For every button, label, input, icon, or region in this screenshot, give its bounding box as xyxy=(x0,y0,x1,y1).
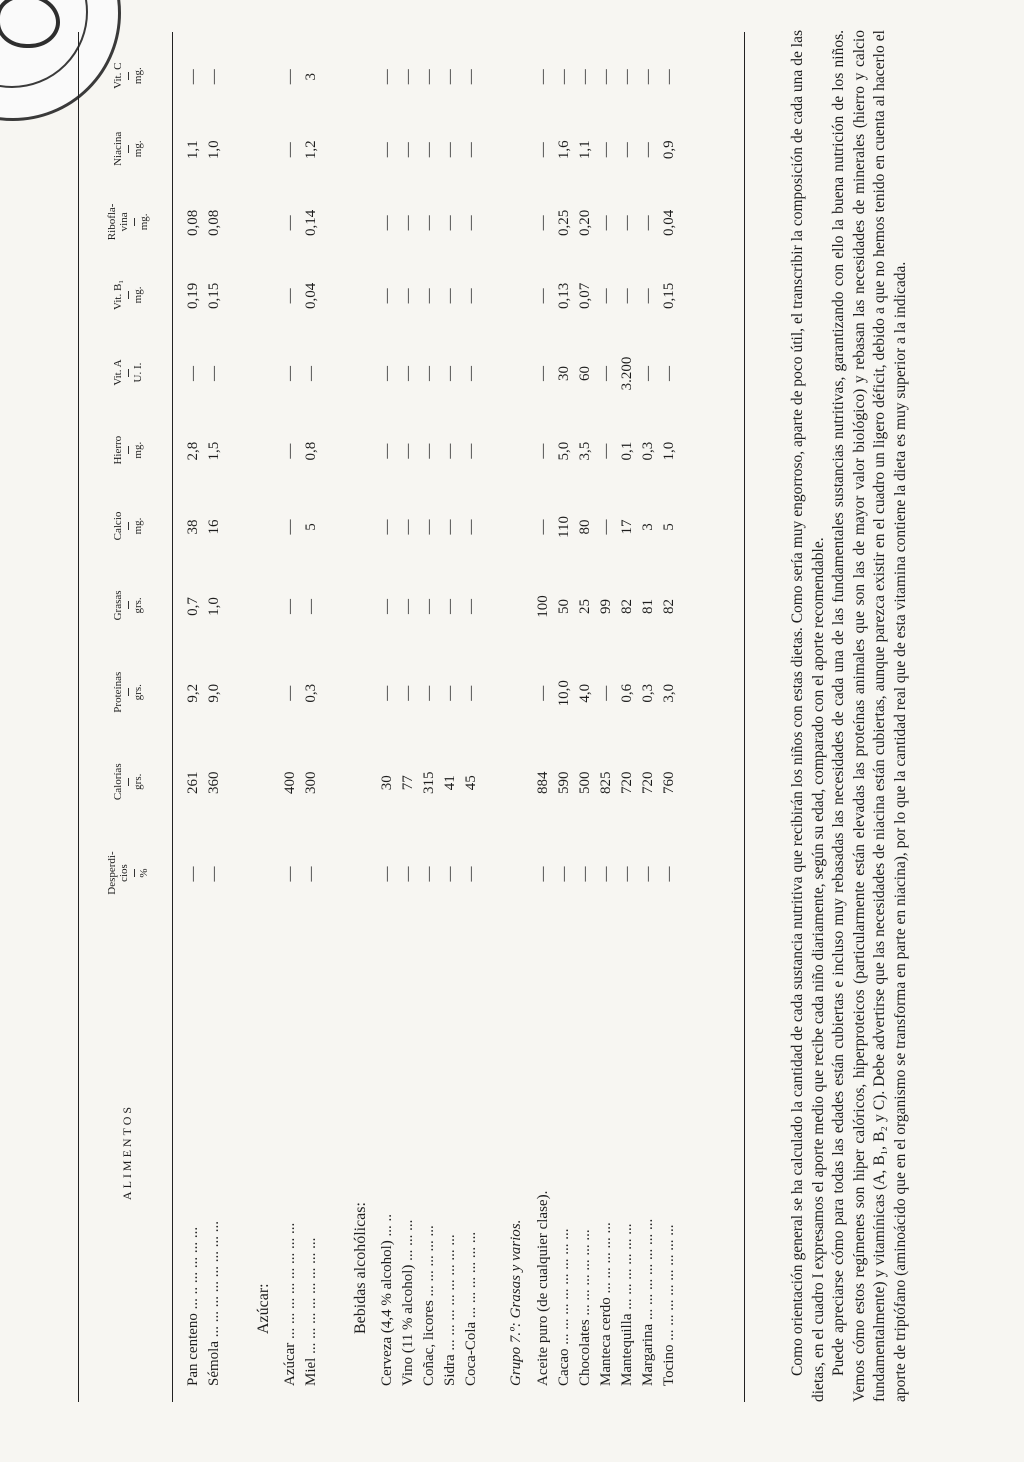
cell-grasas: — xyxy=(421,598,437,614)
table-row xyxy=(204,22,225,1462)
cell-calorias: 45 xyxy=(463,775,479,791)
cell-desperdicios: — xyxy=(379,866,395,882)
section-heading-row xyxy=(253,22,274,1462)
header-text: mg. xyxy=(131,441,144,459)
cell-vit-a: — xyxy=(206,366,222,382)
cell-vit-a: — xyxy=(282,366,298,382)
header-text: Hierro xyxy=(112,435,125,465)
cell-calorias: 300 xyxy=(303,771,319,794)
table-row xyxy=(301,22,322,1462)
cell-proteinas: 0,3 xyxy=(640,683,656,703)
table-row xyxy=(596,22,617,1462)
cell-desperdicios: — xyxy=(640,866,656,882)
cell-proteinas: — xyxy=(379,685,395,701)
cell-calcio: 16 xyxy=(206,519,222,535)
cell-vit-b1: — xyxy=(463,288,479,304)
header-text: Desperdi- xyxy=(106,851,119,895)
header-text: Ribofla- xyxy=(106,203,119,241)
cell-niacina: 1,0 xyxy=(206,140,222,160)
cell-hierro: — xyxy=(442,443,458,459)
cell-vit-c: — xyxy=(379,69,395,85)
paragraph-1: Como orientación general se ha calculado la cantidad de cada sustancia nutritiva que recibirán los niños con estas dietas. Como sería muy engorroso, aparte de poco útil, el transcribir la composición de cada una de las dietas, en el cuadro I expresamos el aporte medio que recibe cada niño diariamente, según su edad, comparado con el aporte recomendable. xyxy=(789,30,827,1402)
cell-riboflavina: 0,20 xyxy=(577,209,593,236)
section-heading: Azúcar: xyxy=(255,1283,272,1334)
cell-hierro: 1,0 xyxy=(661,441,677,461)
cell-grasas: 0,7 xyxy=(185,597,201,616)
cell-grasas: 82 xyxy=(619,598,635,614)
paragraph-2: Puede apreciarse cómo para todas las edades están cubiertas e incluso muy rebasadas las necesidades de cada una de las fundamentales sustancias nutritivas, garantizando con ello la buena nutrición de los niños. Vemos cómo estos regímenes son hiper calóricos, hiperproteicos (particularmente están elevadas las proteínas animales que son las de mayor valor biológico) y rebasan las necesidades de minerales (hierro y calcio fundamentalmente) y vitamínicas (A, B₁, B₂ y C). Debe advertirse que las necesidades de niacina están cubiertas, aunque parezca existir en el cuadro un ligero déficit, debido a que no hemos tenido en cuenta al hacerlo el aporte de triptófano (aminoácido que en el organismo se transforma en parte en niacina), por lo que la cantidad real que de esta vitamina contiene la dieta es muy superior a la indicada. xyxy=(830,30,909,1402)
cell-calorias: 360 xyxy=(206,771,222,794)
header-dash xyxy=(134,869,135,877)
header-vit-b1 xyxy=(85,253,171,337)
cell-niacina: — xyxy=(379,142,395,158)
cell-hierro: — xyxy=(400,443,416,459)
cell-vit-a: — xyxy=(598,366,614,382)
cell-vit-c: — xyxy=(185,69,201,85)
food-name: Sidra ... ... ... ... ... ... ... ... xyxy=(442,1234,458,1386)
cell-calcio: — xyxy=(598,519,614,535)
cell-grasas: — xyxy=(400,598,416,614)
cell-calcio: — xyxy=(463,519,479,535)
cell-vit-c: — xyxy=(206,69,222,85)
header-vit-a xyxy=(85,331,171,415)
cell-calorias: 760 xyxy=(661,771,677,794)
header-text: mg. xyxy=(131,286,144,304)
header-dash xyxy=(128,446,129,454)
cell-vit-b1: 0,13 xyxy=(556,282,572,310)
cell-desperdicios: — xyxy=(577,866,593,882)
header-text: cios xyxy=(118,864,131,882)
header-dash xyxy=(128,778,129,786)
cell-riboflavina: — xyxy=(421,215,437,231)
cell-vit-b1: — xyxy=(535,288,551,304)
section-heading: Grupo 7.º: Grasas y varios. xyxy=(508,1219,524,1386)
header-dash xyxy=(128,601,129,609)
header-desperdicios xyxy=(85,831,171,915)
cell-calcio: 80 xyxy=(577,519,593,535)
cell-calorias: 500 xyxy=(577,771,593,794)
table-row xyxy=(419,22,440,1462)
cell-niacina: 1,1 xyxy=(185,140,201,160)
cell-proteinas: 3,0 xyxy=(661,683,677,703)
header-text: Vit. A xyxy=(112,359,125,386)
cell-calcio: — xyxy=(442,519,458,535)
cell-desperdicios: — xyxy=(535,866,551,882)
cell-proteinas: — xyxy=(442,685,458,701)
food-name: Chocolates ... ... ... ... ... ... xyxy=(577,1229,593,1386)
cell-proteinas: 0,6 xyxy=(619,683,635,703)
cell-vit-a: — xyxy=(303,366,319,382)
header-niacina xyxy=(85,107,171,191)
cell-vit-b1: — xyxy=(640,288,656,304)
cell-hierro: 1,5 xyxy=(206,441,222,461)
header-text: mg. xyxy=(131,517,144,535)
header-text: grs. xyxy=(131,773,144,790)
cell-grasas: 99 xyxy=(598,598,614,614)
cell-vit-b1: — xyxy=(421,288,437,304)
cell-calcio: 3 xyxy=(640,523,656,531)
cell-calorias: 400 xyxy=(282,771,298,794)
cell-niacina: — xyxy=(442,142,458,158)
cell-calorias: 884 xyxy=(535,771,551,794)
cell-calcio: 17 xyxy=(619,519,635,535)
cell-niacina: 1,6 xyxy=(556,140,572,160)
header-text: Vit. B₁ xyxy=(112,279,125,310)
cell-grasas: 100 xyxy=(535,595,551,618)
header-alimentos: ALIMENTOS xyxy=(120,1103,135,1201)
cell-hierro: — xyxy=(379,443,395,459)
section-heading-row xyxy=(506,22,527,1462)
cell-niacina: — xyxy=(640,142,656,158)
cell-desperdicios: — xyxy=(463,866,479,882)
cell-hierro: 2,8 xyxy=(185,441,201,461)
cell-hierro: 0,8 xyxy=(303,441,319,461)
cell-calcio: — xyxy=(379,519,395,535)
cell-niacina: — xyxy=(282,142,298,158)
cell-grasas: 82 xyxy=(661,598,677,614)
cell-calorias: 720 xyxy=(619,771,635,794)
cell-proteinas: — xyxy=(400,685,416,701)
cell-desperdicios: — xyxy=(661,866,677,882)
cell-grasas: 50 xyxy=(556,598,572,614)
cell-vit-c: — xyxy=(619,69,635,85)
header-text: vina xyxy=(118,212,131,232)
cell-niacina: — xyxy=(421,142,437,158)
food-name: Vino (11 % alcohol) ... ... ... xyxy=(400,1219,416,1386)
table-row xyxy=(617,22,638,1462)
header-calorias xyxy=(85,740,171,824)
cell-niacina: 1,1 xyxy=(577,140,593,160)
cell-proteinas: 10,0 xyxy=(556,680,572,707)
cell-riboflavina: — xyxy=(535,215,551,231)
cell-vit-b1: — xyxy=(379,288,395,304)
header-text: U. I. xyxy=(131,362,144,383)
cell-desperdicios: — xyxy=(619,866,635,882)
food-name: Coñac, licores ... ... ... ... ... xyxy=(421,1225,437,1386)
cell-calcio: — xyxy=(400,519,416,535)
header-dash xyxy=(128,145,129,153)
cell-hierro: 0,1 xyxy=(619,441,635,461)
cell-desperdicios: — xyxy=(598,866,614,882)
section-heading: Bebidas alcohólicas: xyxy=(352,1202,369,1334)
header-text: mg. xyxy=(137,213,150,231)
cell-vit-b1: — xyxy=(282,288,298,304)
header-text: Calorías xyxy=(112,763,125,801)
header-text: Calcio xyxy=(112,511,125,541)
cell-niacina: 0,9 xyxy=(661,140,677,160)
header-dash xyxy=(128,291,129,299)
table-row xyxy=(659,22,680,1462)
cell-vit-c: — xyxy=(535,69,551,85)
table-bottom-rule xyxy=(744,32,745,1402)
header-text: Proteínas xyxy=(112,671,125,713)
food-name: Tocino ... ... ... ... ... ... ... ... xyxy=(661,1224,677,1386)
cell-desperdicios: — xyxy=(400,866,416,882)
cell-proteinas: — xyxy=(463,685,479,701)
section-heading-row xyxy=(350,22,371,1462)
cell-vit-b1: — xyxy=(442,288,458,304)
cell-calcio: 110 xyxy=(556,516,572,538)
header-riboflavina xyxy=(85,180,171,264)
cell-proteinas: 9,0 xyxy=(206,683,222,703)
cell-vit-a: — xyxy=(640,366,656,382)
cell-proteinas: 9,2 xyxy=(185,683,201,703)
header-text: mg. xyxy=(131,140,144,158)
header-text: mg. xyxy=(131,67,144,85)
table-row xyxy=(533,22,554,1462)
cell-vit-c: — xyxy=(598,69,614,85)
cell-riboflavina: — xyxy=(282,215,298,231)
cell-calorias: 77 xyxy=(400,775,416,791)
header-proteinas xyxy=(85,650,171,734)
cell-riboflavina: — xyxy=(640,215,656,231)
food-name: Margarina ... ... ... ... ... ... ... xyxy=(640,1218,656,1386)
cell-vit-a: — xyxy=(421,366,437,382)
cell-calorias: 261 xyxy=(185,771,201,794)
header-dash xyxy=(128,688,129,696)
cell-vit-b1: — xyxy=(619,288,635,304)
table-row xyxy=(440,22,461,1462)
cell-vit-c: — xyxy=(421,69,437,85)
cell-calorias: 30 xyxy=(379,775,395,791)
cell-riboflavina: 0,04 xyxy=(661,209,677,236)
cell-niacina: — xyxy=(598,142,614,158)
cell-calcio: 38 xyxy=(185,519,201,535)
cell-riboflavina: — xyxy=(400,215,416,231)
table-row xyxy=(554,22,575,1462)
cell-vit-a: — xyxy=(661,366,677,382)
table-row xyxy=(638,22,659,1462)
cell-niacina: — xyxy=(619,142,635,158)
table-top-rule xyxy=(78,32,79,1402)
cell-vit-b1: — xyxy=(598,288,614,304)
food-name: Mantequilla ... ... ... ... ... ... xyxy=(619,1223,635,1386)
cell-riboflavina: 0,14 xyxy=(303,209,319,236)
header-text: Grasas xyxy=(112,590,125,621)
cell-vit-c: — xyxy=(442,69,458,85)
cell-vit-c: — xyxy=(400,69,416,85)
table-row xyxy=(461,22,482,1462)
cell-desperdicios: — xyxy=(442,866,458,882)
cell-riboflavina: 0,25 xyxy=(556,209,572,236)
cell-vit-a: — xyxy=(400,366,416,382)
cell-calcio: — xyxy=(535,519,551,535)
cell-vit-b1: 0,04 xyxy=(303,282,319,310)
header-grasas xyxy=(85,563,171,647)
header-text: Vit. C xyxy=(112,62,125,89)
header-dash xyxy=(134,218,135,226)
cell-calcio: — xyxy=(282,519,298,535)
header-text: grs. xyxy=(131,597,144,614)
cell-grasas: — xyxy=(303,598,319,614)
table-row xyxy=(280,22,301,1462)
cell-vit-c: — xyxy=(661,69,677,85)
header-vit-c xyxy=(85,34,171,118)
cell-grasas: — xyxy=(463,598,479,614)
cell-hierro: — xyxy=(598,443,614,459)
food-name: Cacao ... ... ... ... ... ... ... ... xyxy=(556,1228,572,1386)
food-name: Aceite puro (de cualquier clase). xyxy=(535,1190,551,1386)
cell-niacina: — xyxy=(463,142,479,158)
cell-vit-a: — xyxy=(442,366,458,382)
table-row xyxy=(183,22,204,1462)
header-text: % xyxy=(137,868,150,878)
cell-grasas: 1,0 xyxy=(206,597,222,616)
food-name: Sémola ... ... ... ... ... ... ... ... xyxy=(206,1221,222,1386)
header-dash xyxy=(128,72,129,80)
header-hierro xyxy=(85,408,171,492)
cell-riboflavina: 0,08 xyxy=(185,209,201,236)
food-name: Miel ... ... ... ... ... ... ... ... xyxy=(303,1237,319,1386)
cell-vit-a: 60 xyxy=(577,366,593,382)
cell-vit-b1: — xyxy=(400,288,416,304)
cell-riboflavina: — xyxy=(598,215,614,231)
cell-vit-c: — xyxy=(556,69,572,85)
cell-grasas: 25 xyxy=(577,598,593,614)
cell-calcio: 5 xyxy=(303,523,319,531)
cell-hierro: 3,5 xyxy=(577,441,593,461)
food-name: Azúcar ... ... ... ... ... ... ... ... xyxy=(282,1222,298,1386)
header-text: Niacina xyxy=(112,131,125,166)
cell-hierro: 0,3 xyxy=(640,441,656,461)
cell-vit-a: — xyxy=(463,366,479,382)
cell-grasas: — xyxy=(379,598,395,614)
food-name: Coca-Cola ... ... ... ... ... ... xyxy=(463,1231,479,1386)
cell-riboflavina: — xyxy=(463,215,479,231)
header-text: grs. xyxy=(131,684,144,701)
cell-vit-c: 3 xyxy=(303,72,319,81)
cell-proteinas: — xyxy=(535,685,551,701)
food-name: Manteca cerdo ... ... ... ... ... xyxy=(598,1222,614,1386)
cell-desperdicios: — xyxy=(303,866,319,882)
cell-vit-c: — xyxy=(463,69,479,85)
cell-vit-b1: 0,15 xyxy=(661,282,677,310)
cell-calcio: 5 xyxy=(661,523,677,531)
cell-desperdicios: — xyxy=(282,866,298,882)
cell-hierro: — xyxy=(463,443,479,459)
cell-proteinas: — xyxy=(598,685,614,701)
cell-calorias: 825 xyxy=(598,771,614,794)
cell-calorias: 315 xyxy=(421,771,437,794)
header-dash xyxy=(128,369,129,377)
cell-hierro: — xyxy=(421,443,437,459)
cell-desperdicios: — xyxy=(556,866,572,882)
cell-proteinas: 0,3 xyxy=(303,683,319,703)
cell-vit-c: — xyxy=(282,69,298,85)
body-text xyxy=(788,30,912,1402)
cell-desperdicios: — xyxy=(421,866,437,882)
cell-calcio: — xyxy=(421,519,437,535)
cell-niacina: — xyxy=(535,142,551,158)
cell-proteinas: — xyxy=(282,685,298,701)
cell-vit-a: — xyxy=(379,366,395,382)
cell-calorias: 720 xyxy=(640,771,656,794)
cell-vit-a: — xyxy=(535,366,551,382)
cell-proteinas: — xyxy=(421,685,437,701)
food-name: Pan centeno ... .. ... ... ... ... xyxy=(185,1226,201,1386)
cell-vit-a: 3.200 xyxy=(619,356,635,391)
cell-vit-a: 30 xyxy=(556,366,572,382)
cell-hierro: 5,0 xyxy=(556,441,572,461)
cell-vit-b1: 0,07 xyxy=(577,282,593,310)
table-row xyxy=(377,22,398,1462)
cell-calorias: 41 xyxy=(442,775,458,791)
cell-vit-c: — xyxy=(640,69,656,85)
cell-calorias: 590 xyxy=(556,771,572,794)
table-row xyxy=(398,22,419,1462)
cell-vit-b1: 0,19 xyxy=(185,282,201,310)
cell-riboflavina: — xyxy=(442,215,458,231)
cell-proteinas: 4,0 xyxy=(577,683,593,703)
cell-riboflavina: — xyxy=(379,215,395,231)
cell-vit-c: — xyxy=(577,69,593,85)
cell-desperdicios: — xyxy=(206,866,222,882)
cell-grasas: — xyxy=(282,598,298,614)
cell-niacina: — xyxy=(400,142,416,158)
cell-riboflavina: — xyxy=(619,215,635,231)
header-calcio xyxy=(85,484,171,568)
cell-vit-b1: 0,15 xyxy=(206,282,222,310)
cell-vit-a: — xyxy=(185,366,201,382)
cell-niacina: 1,2 xyxy=(303,140,319,160)
table-header-rule xyxy=(172,32,173,1402)
cell-grasas: — xyxy=(442,598,458,614)
cell-riboflavina: 0,08 xyxy=(206,209,222,236)
cell-hierro: — xyxy=(282,443,298,459)
cell-hierro: — xyxy=(535,443,551,459)
table-row xyxy=(575,22,596,1462)
cell-grasas: 81 xyxy=(640,598,656,614)
cell-desperdicios: — xyxy=(185,866,201,882)
header-dash xyxy=(128,522,129,530)
food-name: Cerveza (4,4 % alcohol) ... .. xyxy=(379,1213,395,1386)
